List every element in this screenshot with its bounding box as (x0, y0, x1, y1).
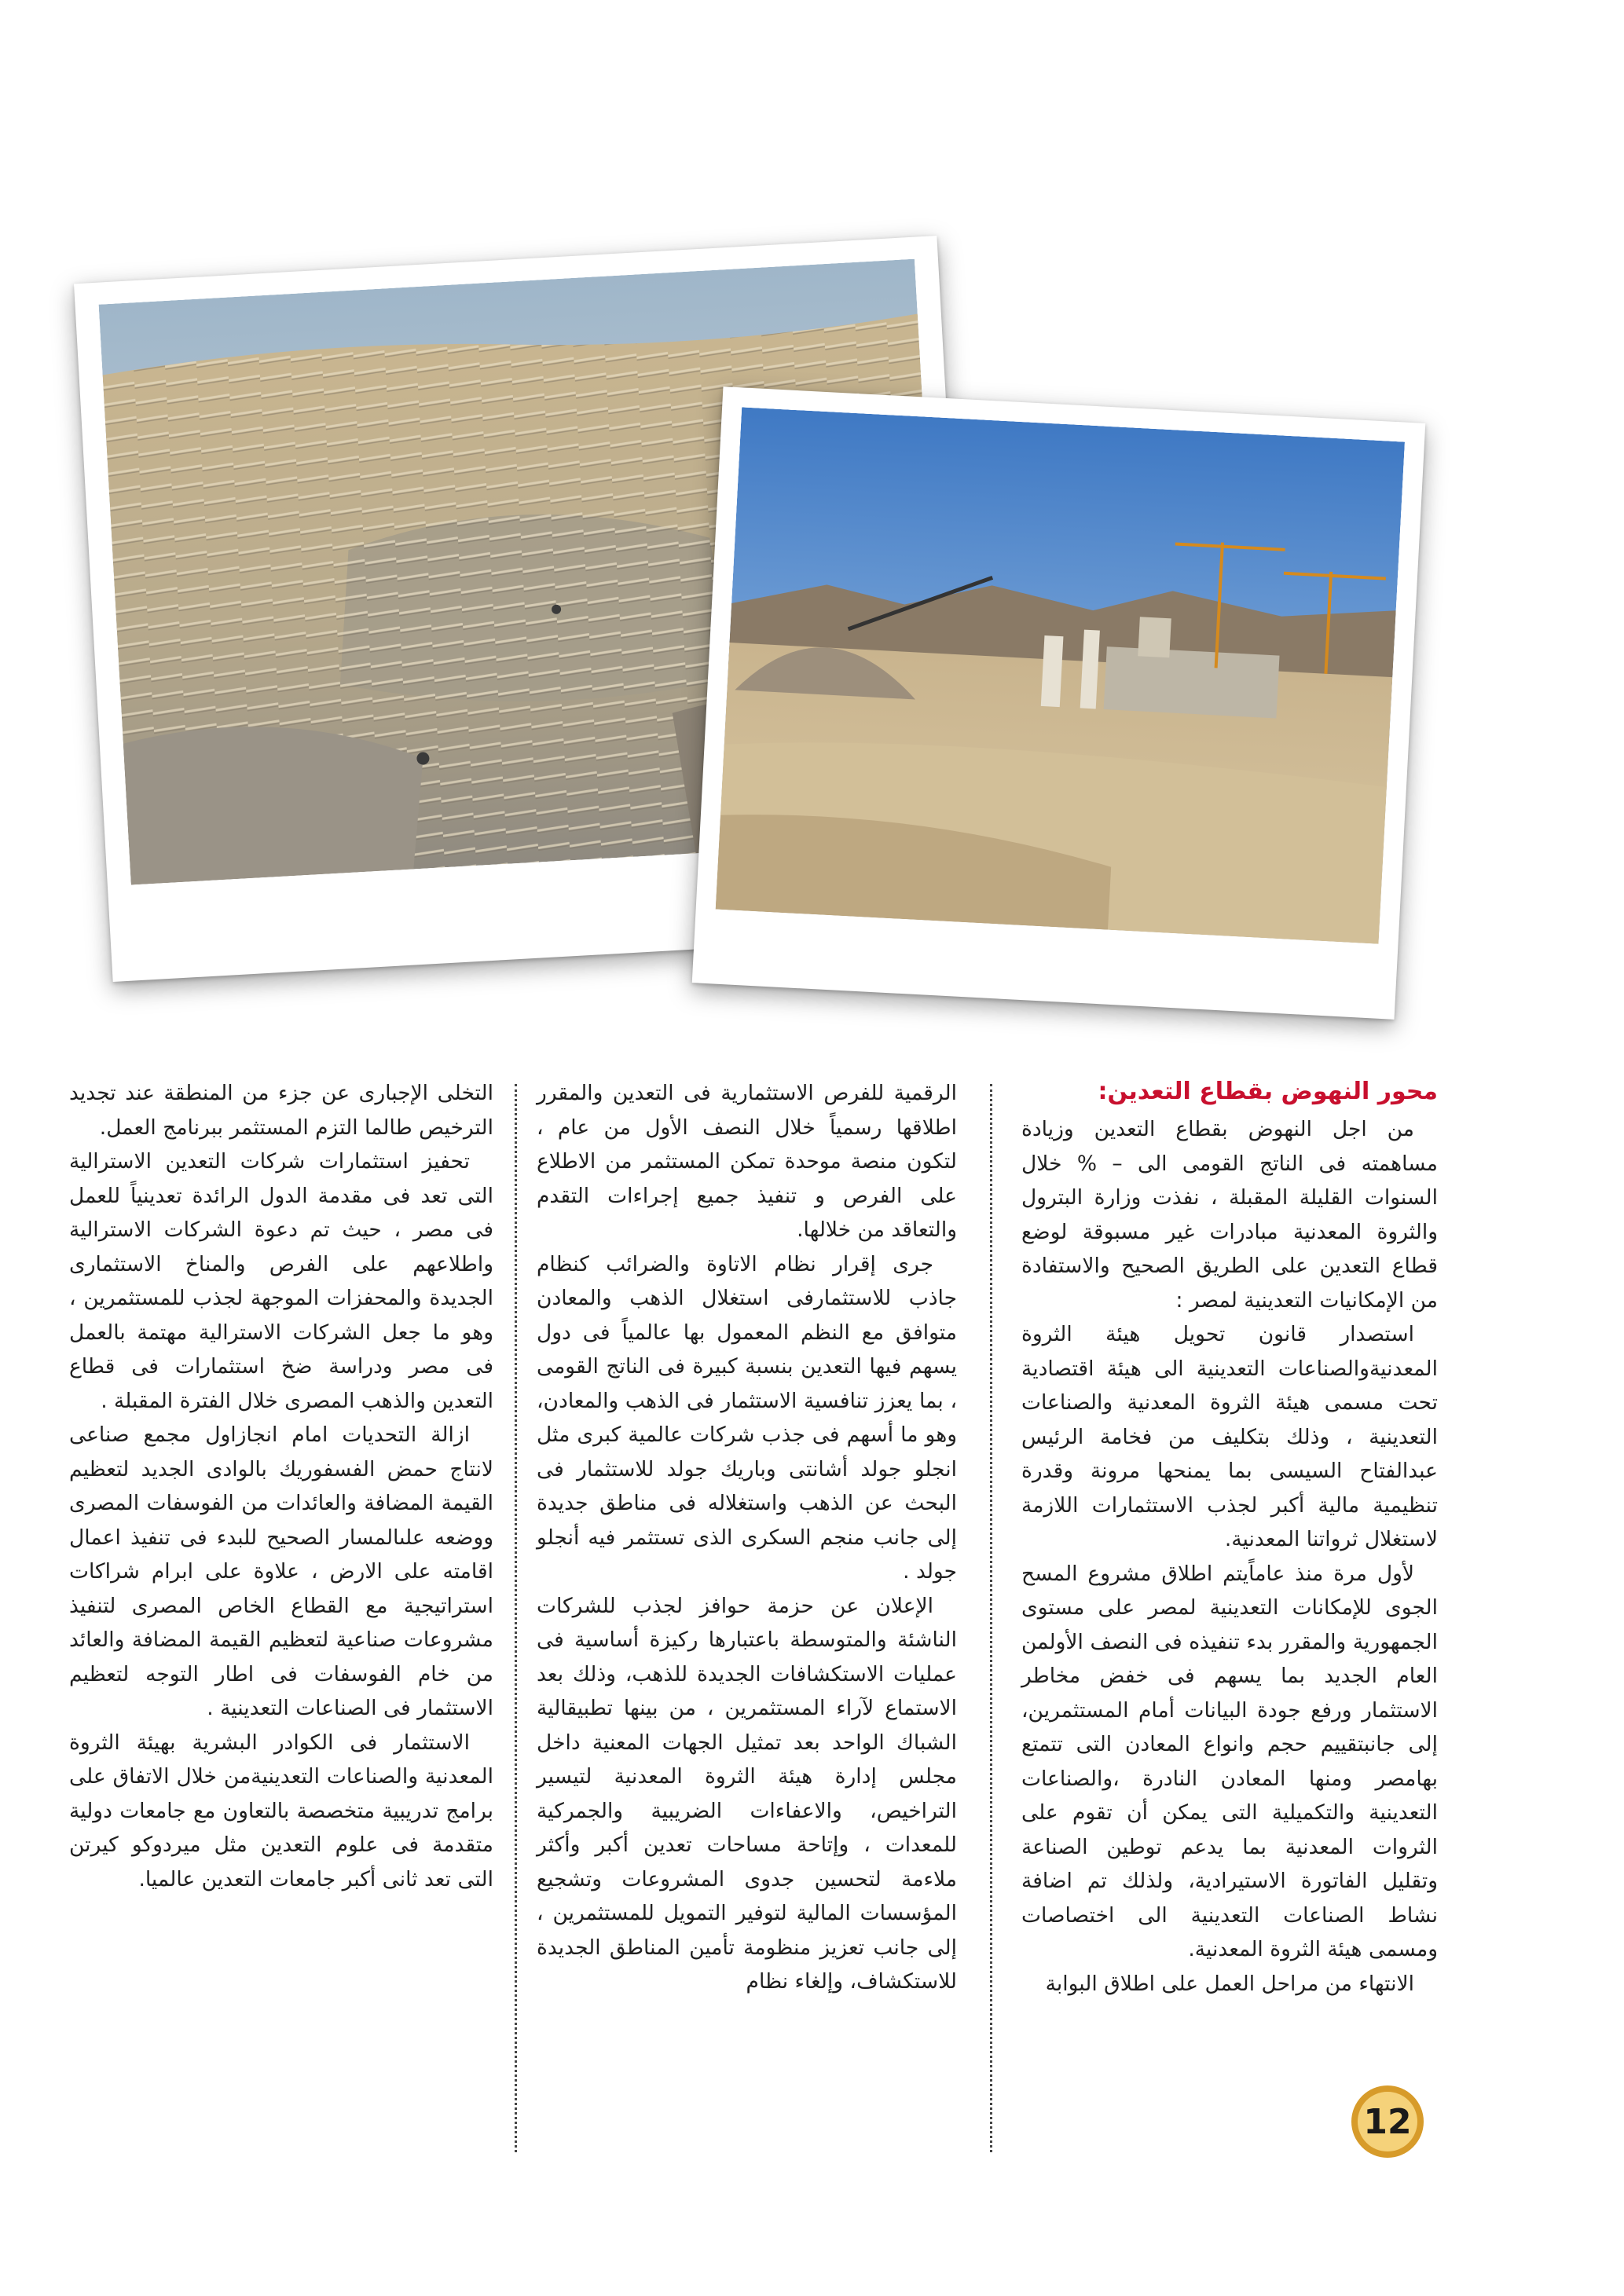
article-paragraph: ازالة التحديات امام انجازاول مجمع صناعى لانتاج حمض الفسفوريك بالوادى الجديد لتعظيم القيمة المضافة والعائدات من الفوسفات المصرى ووضعه علىالمسار الصحيح للبدء فى تنفيذ اعمال اقامته على الارض ، علاوة على ابرام شراكات استراتيجية مع القطاع الخاص المصرى لتنفيذ مشروعات صناعية لتعظيم القيمة المضافة والعائد من خام الفوسفات فى اطار التوجه لتعظيم الاستثمار فى الصناعات التعدينية . (69, 1423, 493, 1720)
article-paragraph: الاستثمار فى الكوادر البشرية بهيئة الثروة المعدنية والصناعات التعدينيةمن خلال الاتفاق على برامج تدريبية متخصصة بالتعاون مع جامعات دولية متقدمة فى علوم التعدين مثل ميردوكو كيرتن التى تعد ثانى أكبر جامعات التعدين عالميا. (69, 1730, 493, 1891)
article-paragraph: تحفيز استثمارات شركات التعدين الاسترالية التى تعد فى مقدمة الدول الرائدة تعدينياً للعمل فى مصر ، حيث تم دعوة الشركات الاسترالية واطلاعهم على الفرص والمناخ الاستثمارى الجديدة والمحفزات الموجهة لجذب للمستثمرين ، وهو ما جعل الشركات الاسترالية مهتمة بالعمل فى مصر ودراسة ضخ استثمارات فى قطاع التعدين والذهب المصرى خلال الفترة المقبلة . (69, 1149, 493, 1413)
article-column-right (1021, 1076, 1438, 2137)
section-heading: محور النهوض بقطاع التعدين: (1098, 1078, 1438, 1105)
article-paragraph: الإعلان عن حزمة حوافز لجذب للشركات الناشئة والمتوسطة باعتبارها ركيزة أساسية فى عمليات الاستكشافات الجديدة للذهب، وذلك بعد الاستماع لآراء المستثمرين ، من بينها تطبيقالية الشباك الواحد بعد تمثيل الجهات المعنية داخل مجلس إدارة هيئة الثروة المعدنية لتيسير التراخيص، والاعفاءات الضريبية والجمركية للمعدات ، وإتاحة مساحات تعدين أكبر وأكثر ملاءمة لتحسين جدوى المشروعات وتشجيع المؤسسات المالية لتوفير التمويل للمستثمرين ، إلى جانب تعزيز منظومة تأمين المناطق الجديدة للاستكشاف، وإلغاء نظام (537, 1593, 957, 1994)
article-paragraph: لأول مرة منذ عاماًيتم اطلاق مشروع المسح الجوى للإمكانات التعدينية لمصر على مستوى الجمهورية والمقرر بدء تنفيذه فى النصف الأولمن العام الجديد بما يسهم فى خفض مخاطر الاستثمار ورفع جودة البيانات أمام المستثمرين، إلى جانبتقييم حجم وانواع المعادن التى تتمتع بهامصر ومنها المعادن النادرة ،والصناعات التعدينية والتكميلية التى يمكن أن تقوم على الثروات المعدنية بما يدعم توطين الصناعة وتقليل الفاتورة الاستيرادية، ولذلك تم اضافة نشاط الصناعات التعدينية الى اختصاصات ومسمى هيئة الثروة المعدنية. (1021, 1561, 1438, 1961)
article-paragraph: من اجل النهوض بقطاع التعدين وزيادة مساهمته فى الناتج القومى الى – % خلال السنوات القليلة المقبلة ، نفذت وزارة البترول والثروة المعدنية مبادرات غير مسبوقة لوضع قطاع التعدين على الطريق الصحيح والاستفادة من الإمكانيات التعدينية لمصر : (1021, 1117, 1438, 1313)
article-paragraph: جرى إقرار نظام الاتاوة والضرائب كنظام جاذب للاستثمارفى استغلال الذهب والمعادن متوافق مع النظم المعمول بها عالمياً فى دول يسهم فيها التعدين بنسبة كبيرة فى الناتج القومى ، بما يعزز تنافسية الاستثمار فى الذهب والمعادن، وهو ما أسهم فى جذب شركات عالمية كبرى مثل انجلو جولد أشانتى وباريك جولد للاستثمار فى البحث عن الذهب واستغلاله فى مناطق جديدة إلى جانب منجم السكرى الذى تستثمر فيه أنجلو جولد . (537, 1251, 957, 1584)
processing-plant-illustration (716, 407, 1405, 943)
article-paragraph: الرقمية للفرص الاستثمارية فى التعدين والمقرر اطلاقها رسمياً خلال النصف الأول من عام ، لتكون منصة موحدة تمكن المستثمر من الاطلاع على الفرص و تنفيذ جميع إجراءات التقدم والتعاقد من خلالها. (537, 1081, 957, 1242)
page-number: 12 (1358, 2092, 1417, 2151)
processing-plant-photo-frame (692, 386, 1426, 1020)
processing-plant-photo (716, 407, 1405, 943)
column-divider-left (515, 1084, 517, 2152)
article-column-middle (537, 1076, 957, 2137)
column-divider-right (990, 1084, 992, 2152)
article-column-left (69, 1076, 493, 2137)
article-paragraph: استصدار قانون تحويل هيئة الثروة المعدنيةوالصناعات التعدينية الى هيئة اقتصادية تحت مسمى هيئة الثروة المعدنية والصناعات التعدينية ، وذلك بتكليف من فخامة الرئيس عبدالفتاح السيسى بما يمنحها مرونة وقدرة تنظيمية مالية أكبر لجذب الاستثمارات اللازمة لاستغلال ثرواتنا المعدنية. (1021, 1322, 1438, 1551)
article-paragraph: الانتهاء من مراحل العمل على اطلاق البوابة (1045, 1971, 1414, 1996)
page-number-badge (1351, 2085, 1424, 2158)
article-paragraph: التخلى الإجبارى عن جزء من المنطقة عند تجديد الترخيص طالما التزم المستثمر ببرنامج العمل. (69, 1081, 493, 1140)
